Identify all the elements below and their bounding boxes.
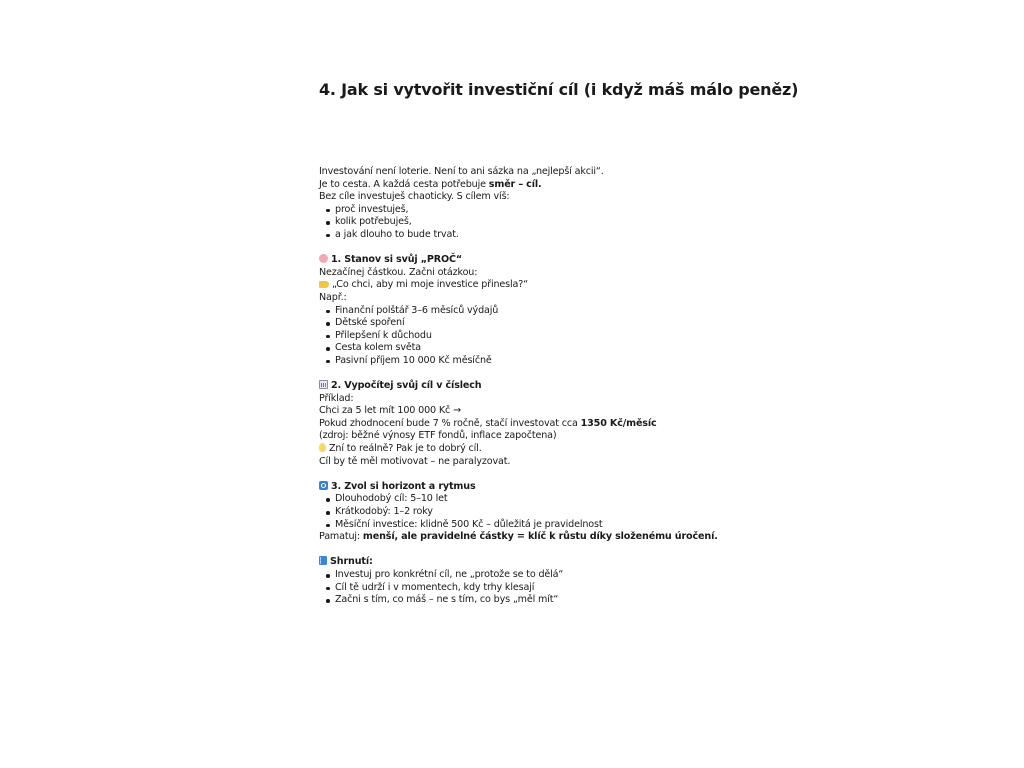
section-heading-text: 2. Vypočítej svůj cíl v číslech [331,380,482,392]
intro-text: Je to cesta. A každá cesta potřebuje [319,178,489,190]
intro-list [319,204,739,242]
spacer [319,368,739,381]
section-text: Pamatuj: [319,531,363,543]
spacer [319,544,739,557]
list-item: Finanční polštář 3–6 měsíců výdajů [335,305,739,318]
intro-line: Investování není loterie. Není to ani sázka na „nejlepší akcii“. [319,166,604,177]
section-line: Chci za 5 let mít 100 000 Kč → [319,405,461,417]
list-item: proč investuješ, [335,204,739,217]
section-line: Např.: [319,291,347,303]
page-title: 4. Jak si vytvořit investiční cíl (i když máš málo peněz) [319,80,799,99]
section-heading [319,556,739,569]
spacer [319,468,739,481]
list-item: Měsíční investice: klidně 500 Kč – důležitá je pravidelnost [335,519,739,532]
brain-icon [319,254,328,263]
summary-list [319,569,739,607]
section-heading-text: Shrnutí: [330,556,373,568]
light-bulb-icon [319,443,326,452]
section-heading [319,254,739,267]
intro-line [319,179,739,192]
list-item: Pasivní příjem 10 000 Kč měsíčně [335,355,739,368]
horizon-list [319,493,739,531]
section-line: Nezačínej částkou. Začni otázkou: [319,266,478,278]
section-bold-text: menší, ale pravidelné částky = klíč k růstu díky složenému úročení. [362,531,718,543]
list-item: Investuj pro konkrétní cíl, ne „protože se to dělá“ [335,569,739,582]
intro-line: Bez cíle investuješ chaoticky. S cílem víš: [319,191,510,203]
section-line [319,531,739,544]
list-item: Přilepšení k důchodu [335,330,739,343]
list-item: a jak dlouho to bude trvat. [335,229,739,242]
list-item: Začni s tím, co máš – ne s tím, co bys „měl mít“ [335,594,739,607]
section-heading [319,380,739,393]
bar-chart-icon [319,380,328,389]
cycle-arrows-icon [319,481,328,490]
list-item: Cíl tě udrží i v momentech, kdy trhy klesají [335,582,739,595]
section-bold-text: 1350 Kč/měsíc [580,417,657,429]
section-line: (zdroj: běžné výnosy ETF fondů, inflace započtena) [319,430,557,442]
section-line: Cíl by tě měl motivovat – ne paralyzovat. [319,455,511,467]
section-line [319,418,739,431]
section-text: Pokud zhodnocení bude 7 % ročně, stačí investovat cca [319,417,581,429]
pointing-hand-icon [319,281,329,288]
article-body [319,166,739,607]
section-text: Zní to reálně? Pak je to dobrý cíl. [329,443,482,455]
section-line: Příklad: [319,392,354,404]
book-icon [319,556,327,565]
question-text: „Co chci, aby mi moje investice přinesla?“ [332,279,529,291]
list-item: Cesta kolem světa [335,342,739,355]
list-item: Dlouhodobý cíl: 5–10 let [335,493,739,506]
section-heading [319,481,739,494]
list-item: Krátkodobý: 1–2 roky [335,506,739,519]
section-line [319,443,739,456]
list-item: Dětské spoření [335,317,739,330]
intro-bold-text: směr – cíl. [488,178,542,190]
goals-list [319,305,739,368]
section-heading-text: 1. Stanov si svůj „PROČ“ [331,254,463,266]
section-heading-text: 3. Zvol si horizont a rytmus [331,480,476,492]
spacer [319,242,739,255]
section-line [319,279,739,292]
list-item: kolik potřebuješ, [335,216,739,229]
